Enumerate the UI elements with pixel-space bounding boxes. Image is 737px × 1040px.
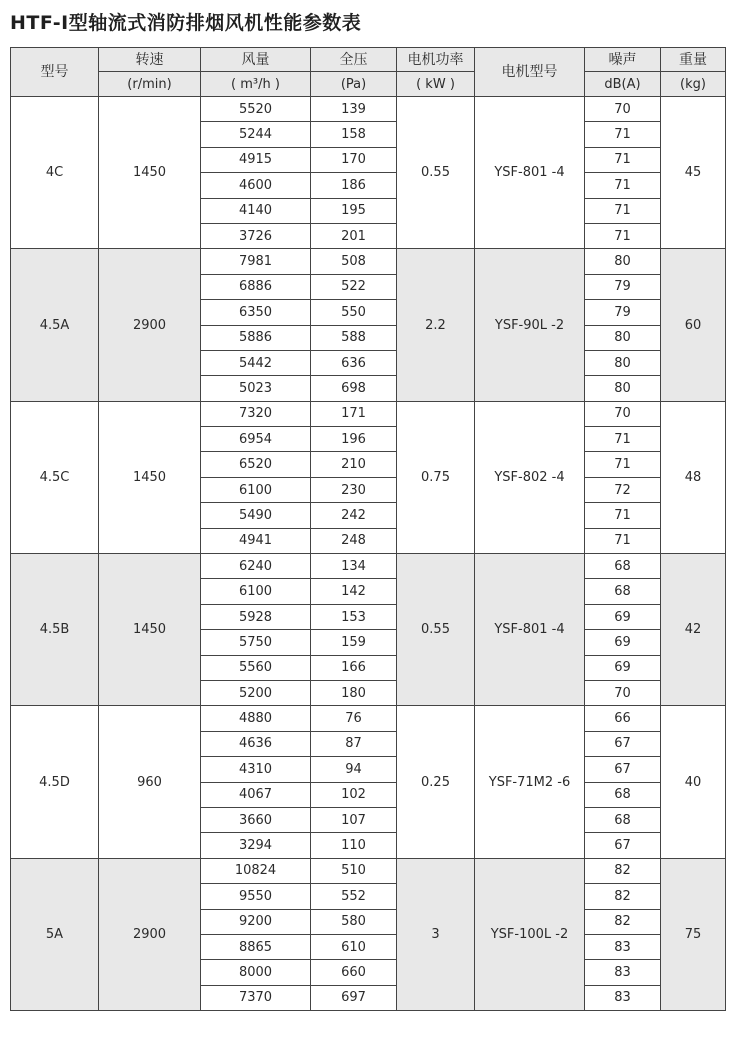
motor-cell: YSF-90L -2	[475, 249, 585, 401]
airflow-cell: 6100	[201, 579, 311, 604]
header-pressure-unit: (Pa)	[311, 72, 397, 97]
header-unit-row	[11, 72, 726, 97]
header-weight: 重量	[661, 48, 726, 72]
airflow-cell: 8000	[201, 960, 311, 985]
table-body	[11, 48, 726, 1011]
model-cell: 4C	[11, 97, 99, 249]
pressure-cell: 110	[311, 833, 397, 858]
pressure-cell: 170	[311, 147, 397, 172]
pressure-cell: 698	[311, 376, 397, 401]
airflow-cell: 5886	[201, 325, 311, 350]
noise-cell: 82	[585, 884, 661, 909]
power-cell: 0.75	[397, 401, 475, 553]
airflow-cell: 6954	[201, 427, 311, 452]
noise-cell: 68	[585, 782, 661, 807]
speed-cell: 1450	[99, 554, 201, 706]
header-airflow: 风量	[201, 48, 311, 72]
noise-cell: 66	[585, 706, 661, 731]
pressure-cell: 230	[311, 477, 397, 502]
motor-cell: YSF-802 -4	[475, 401, 585, 553]
power-cell: 0.55	[397, 97, 475, 249]
pressure-cell: 195	[311, 198, 397, 223]
airflow-cell: 6520	[201, 452, 311, 477]
airflow-cell: 9550	[201, 884, 311, 909]
model-cell: 4.5C	[11, 401, 99, 553]
noise-cell: 68	[585, 554, 661, 579]
motor-cell: YSF-801 -4	[475, 554, 585, 706]
speed-cell: 2900	[99, 858, 201, 1010]
model-cell: 4.5B	[11, 554, 99, 706]
pressure-cell: 94	[311, 757, 397, 782]
airflow-cell: 7320	[201, 401, 311, 426]
pressure-cell: 139	[311, 97, 397, 122]
pressure-cell: 201	[311, 223, 397, 248]
speed-cell: 1450	[99, 401, 201, 553]
header-pressure: 全压	[311, 48, 397, 72]
airflow-cell: 7981	[201, 249, 311, 274]
model-cell: 4.5A	[11, 249, 99, 401]
pressure-cell: 248	[311, 528, 397, 553]
pressure-cell: 580	[311, 909, 397, 934]
airflow-cell: 10824	[201, 858, 311, 883]
noise-cell: 71	[585, 198, 661, 223]
pressure-cell: 171	[311, 401, 397, 426]
header-power-unit: ( kW )	[397, 72, 475, 97]
noise-cell: 67	[585, 757, 661, 782]
weight-cell: 75	[661, 858, 726, 1010]
pressure-cell: 242	[311, 503, 397, 528]
pressure-cell: 697	[311, 985, 397, 1010]
noise-cell: 83	[585, 985, 661, 1010]
header-speed-unit: (r/min)	[99, 72, 201, 97]
pressure-cell: 186	[311, 173, 397, 198]
pressure-cell: 510	[311, 858, 397, 883]
pressure-cell: 107	[311, 807, 397, 832]
pressure-cell: 660	[311, 960, 397, 985]
pressure-cell: 180	[311, 680, 397, 705]
noise-cell: 72	[585, 477, 661, 502]
airflow-cell: 4310	[201, 757, 311, 782]
airflow-cell: 4067	[201, 782, 311, 807]
table-row	[11, 249, 726, 274]
pressure-cell: 153	[311, 604, 397, 629]
weight-cell: 40	[661, 706, 726, 858]
noise-cell: 82	[585, 909, 661, 934]
noise-cell: 71	[585, 452, 661, 477]
airflow-cell: 5244	[201, 122, 311, 147]
pressure-cell: 196	[311, 427, 397, 452]
noise-cell: 67	[585, 833, 661, 858]
noise-cell: 71	[585, 223, 661, 248]
motor-cell: YSF-801 -4	[475, 97, 585, 249]
airflow-cell: 5560	[201, 655, 311, 680]
motor-cell: YSF-100L -2	[475, 858, 585, 1010]
weight-cell: 48	[661, 401, 726, 553]
noise-cell: 71	[585, 173, 661, 198]
noise-cell: 71	[585, 122, 661, 147]
noise-cell: 68	[585, 807, 661, 832]
airflow-cell: 5442	[201, 350, 311, 375]
header-row	[11, 48, 726, 72]
noise-cell: 71	[585, 427, 661, 452]
noise-cell: 80	[585, 249, 661, 274]
table-row	[11, 401, 726, 426]
weight-cell: 42	[661, 554, 726, 706]
header-airflow-unit: ( m³/h )	[201, 72, 311, 97]
noise-cell: 71	[585, 503, 661, 528]
model-cell: 5A	[11, 858, 99, 1010]
airflow-cell: 6886	[201, 274, 311, 299]
pressure-cell: 134	[311, 554, 397, 579]
airflow-cell: 3726	[201, 223, 311, 248]
model-cell: 4.5D	[11, 706, 99, 858]
pressure-cell: 87	[311, 731, 397, 756]
header-weight-unit: (kg)	[661, 72, 726, 97]
power-cell: 2.2	[397, 249, 475, 401]
airflow-cell: 6100	[201, 477, 311, 502]
airflow-cell: 5928	[201, 604, 311, 629]
pressure-cell: 210	[311, 452, 397, 477]
header-motor: 电机型号	[475, 48, 585, 97]
motor-cell: YSF-71M2 -6	[475, 706, 585, 858]
table-row	[11, 97, 726, 122]
noise-cell: 69	[585, 604, 661, 629]
speed-cell: 960	[99, 706, 201, 858]
noise-cell: 80	[585, 376, 661, 401]
airflow-cell: 4140	[201, 198, 311, 223]
airflow-cell: 5520	[201, 97, 311, 122]
airflow-cell: 4941	[201, 528, 311, 553]
power-cell: 0.25	[397, 706, 475, 858]
table-row	[11, 858, 726, 883]
noise-cell: 80	[585, 350, 661, 375]
airflow-cell: 9200	[201, 909, 311, 934]
page-title: HTF-I型轴流式消防排烟风机性能参数表	[10, 12, 362, 34]
noise-cell: 71	[585, 528, 661, 553]
airflow-cell: 7370	[201, 985, 311, 1010]
pressure-cell: 552	[311, 884, 397, 909]
power-cell: 0.55	[397, 554, 475, 706]
airflow-cell: 4880	[201, 706, 311, 731]
noise-cell: 69	[585, 655, 661, 680]
noise-cell: 79	[585, 300, 661, 325]
airflow-cell: 8865	[201, 934, 311, 959]
table-row	[11, 706, 726, 731]
noise-cell: 70	[585, 97, 661, 122]
pressure-cell: 550	[311, 300, 397, 325]
airflow-cell: 5023	[201, 376, 311, 401]
pressure-cell: 166	[311, 655, 397, 680]
header-model: 型号	[11, 48, 99, 97]
noise-cell: 70	[585, 680, 661, 705]
pressure-cell: 158	[311, 122, 397, 147]
speed-cell: 2900	[99, 249, 201, 401]
noise-cell: 67	[585, 731, 661, 756]
fan-spec-table	[10, 47, 726, 1011]
header-noise-unit: dB(A)	[585, 72, 661, 97]
pressure-cell: 159	[311, 630, 397, 655]
weight-cell: 45	[661, 97, 726, 249]
noise-cell: 71	[585, 147, 661, 172]
airflow-cell: 3660	[201, 807, 311, 832]
pressure-cell: 76	[311, 706, 397, 731]
weight-cell: 60	[661, 249, 726, 401]
noise-cell: 79	[585, 274, 661, 299]
noise-cell: 83	[585, 960, 661, 985]
airflow-cell: 3294	[201, 833, 311, 858]
airflow-cell: 4600	[201, 173, 311, 198]
airflow-cell: 5750	[201, 630, 311, 655]
noise-cell: 83	[585, 934, 661, 959]
header-speed: 转速	[99, 48, 201, 72]
pressure-cell: 142	[311, 579, 397, 604]
airflow-cell: 4636	[201, 731, 311, 756]
pressure-cell: 102	[311, 782, 397, 807]
table-row	[11, 554, 726, 579]
header-power: 电机功率	[397, 48, 475, 72]
airflow-cell: 6350	[201, 300, 311, 325]
noise-cell: 82	[585, 858, 661, 883]
airflow-cell: 5200	[201, 680, 311, 705]
airflow-cell: 4915	[201, 147, 311, 172]
power-cell: 3	[397, 858, 475, 1010]
pressure-cell: 522	[311, 274, 397, 299]
pressure-cell: 508	[311, 249, 397, 274]
airflow-cell: 6240	[201, 554, 311, 579]
pressure-cell: 636	[311, 350, 397, 375]
airflow-cell: 5490	[201, 503, 311, 528]
noise-cell: 68	[585, 579, 661, 604]
pressure-cell: 610	[311, 934, 397, 959]
speed-cell: 1450	[99, 97, 201, 249]
noise-cell: 69	[585, 630, 661, 655]
noise-cell: 70	[585, 401, 661, 426]
header-noise: 噪声	[585, 48, 661, 72]
noise-cell: 80	[585, 325, 661, 350]
pressure-cell: 588	[311, 325, 397, 350]
